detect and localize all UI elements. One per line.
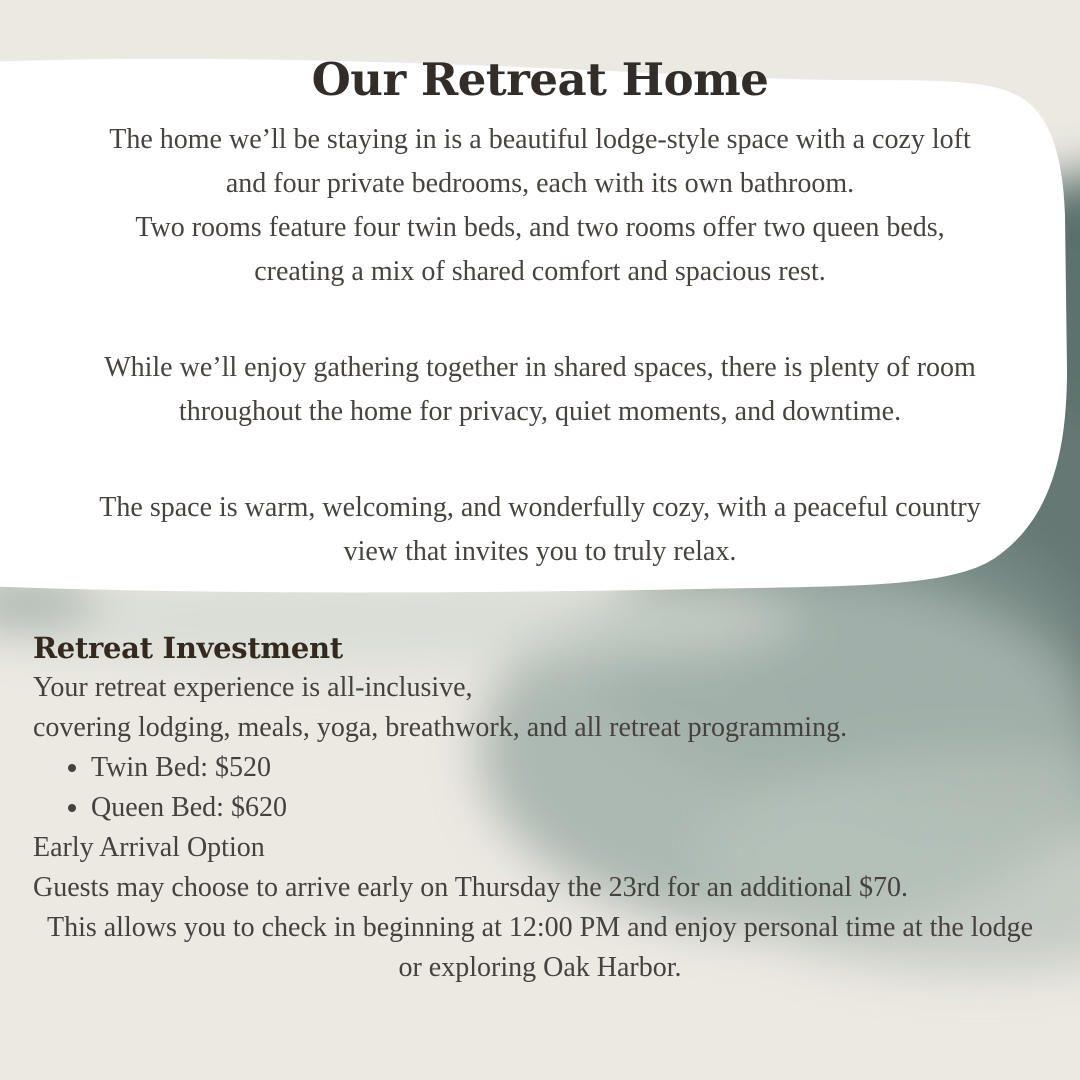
early-arrival-heading: Early Arrival Option xyxy=(33,832,265,863)
early-arrival-line: Guests may choose to arrive early on Thursday the 23rd for an additional $70. xyxy=(33,872,909,903)
hero-line: The home we’ll be staying in is a beautiful lodge-style space with a cozy loft xyxy=(109,124,971,155)
early-arrival-line: or exploring Oak Harbor. xyxy=(398,952,682,983)
early-arrival-line: This allows you to check in beginning at 12:00 PM and enjoy personal time at the lodge xyxy=(46,912,1034,943)
hero-line: and four private bedrooms, each with its own bathroom. xyxy=(225,168,855,199)
hero-section xyxy=(0,53,1080,574)
hero-line: creating a mix of shared comfort and spacious rest. xyxy=(254,256,826,287)
pricing-item-queen xyxy=(91,788,1047,828)
pricing-list xyxy=(33,748,1047,828)
investment-intro-line: covering lodging, meals, yoga, breathwork, and all retreat programming. xyxy=(33,712,848,743)
pricing-item-label: Twin Bed: $520 xyxy=(91,752,272,783)
pricing-item-twin xyxy=(91,748,1047,788)
hero-line: While we’ll enjoy gathering together in shared spaces, there is plenty of room xyxy=(104,352,976,383)
hero-line: throughout the home for privacy, quiet moments, and downtime. xyxy=(178,396,902,427)
investment-heading: Retreat Investment xyxy=(33,631,343,665)
page-title: Our Retreat Home xyxy=(311,53,769,106)
pricing-item-label: Queen Bed: $620 xyxy=(91,792,287,823)
hero-paragraph-2 xyxy=(0,206,1080,294)
hero-paragraph-4 xyxy=(0,486,1080,574)
hero-line: Two rooms feature four twin beds, and two rooms offer two queen beds, xyxy=(135,212,945,243)
investment-section xyxy=(33,628,1047,988)
investment-intro-line: Your retreat experience is all-inclusive, xyxy=(33,672,473,703)
hero-line: The space is warm, welcoming, and wonderfully cozy, with a peaceful country xyxy=(99,492,981,523)
hero-paragraph-3 xyxy=(0,346,1080,434)
hero-paragraph-1 xyxy=(0,118,1080,206)
hero-line: view that invites you to truly relax. xyxy=(343,536,737,567)
